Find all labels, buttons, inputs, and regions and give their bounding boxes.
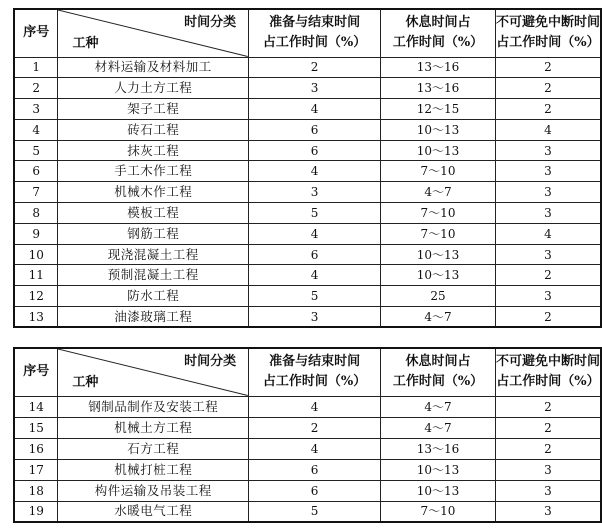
cell-prep-time: 4	[249, 99, 381, 120]
cell-rest-time: 7～10	[381, 223, 496, 244]
header-work-type: 工种	[72, 374, 99, 390]
cell-work-type: 钢制品制作及安装工程	[58, 396, 249, 417]
cell-interrupt-time: 2	[495, 417, 601, 438]
cell-prep-time: 6	[249, 480, 381, 501]
header-interrupt-line2: 占工作时间（%）	[496, 374, 600, 390]
work-time-table-2	[13, 347, 602, 523]
cell-prep-time: 5	[249, 286, 381, 307]
cell-interrupt-time: 3	[495, 244, 601, 265]
table-row	[14, 99, 601, 120]
table-row	[14, 57, 601, 78]
cell-seq: 3	[14, 99, 58, 120]
table-row	[14, 78, 601, 99]
cell-seq: 2	[14, 78, 58, 99]
cell-seq: 13	[14, 307, 58, 328]
cell-prep-time: 3	[249, 78, 381, 99]
cell-prep-time: 5	[249, 203, 381, 224]
cell-interrupt-time: 3	[495, 203, 601, 224]
cell-prep-time: 5	[249, 501, 381, 522]
cell-work-type: 钢筋工程	[58, 223, 249, 244]
cell-interrupt-time: 4	[495, 119, 601, 140]
cell-work-type: 抹灰工程	[58, 140, 249, 161]
cell-prep-time: 2	[249, 57, 381, 78]
header-prep-line2: 占工作时间（%）	[262, 35, 367, 51]
cell-seq: 14	[14, 396, 58, 417]
header-seq: 序号	[14, 348, 58, 396]
work-time-table-1	[13, 8, 602, 328]
cell-interrupt-time: 2	[495, 57, 601, 78]
cell-rest-time: 4～7	[381, 307, 496, 328]
header-prep-time	[249, 9, 381, 57]
cell-interrupt-time: 3	[495, 501, 601, 522]
header-diagonal-cell	[58, 9, 249, 57]
table-row	[14, 438, 601, 459]
cell-prep-time: 6	[249, 119, 381, 140]
cell-work-type: 模板工程	[58, 203, 249, 224]
cell-work-type: 水暖电气工程	[58, 501, 249, 522]
cell-rest-time: 4～7	[381, 417, 496, 438]
cell-rest-time: 10～13	[381, 140, 496, 161]
cell-interrupt-time: 3	[495, 480, 601, 501]
cell-rest-time: 25	[381, 286, 496, 307]
cell-interrupt-time: 3	[495, 459, 601, 480]
cell-work-type: 架子工程	[58, 99, 249, 120]
table-row	[14, 417, 601, 438]
cell-seq: 9	[14, 223, 58, 244]
cell-work-type: 人力土方工程	[58, 78, 249, 99]
cell-rest-time: 10～13	[381, 480, 496, 501]
cell-work-type: 构件运输及吊装工程	[58, 480, 249, 501]
header-prep-line1: 准备与结束时间	[269, 15, 361, 31]
cell-seq: 6	[14, 161, 58, 182]
cell-work-type: 预制混凝土工程	[58, 265, 249, 286]
cell-prep-time: 4	[249, 265, 381, 286]
table-row	[14, 119, 601, 140]
cell-rest-time: 10～13	[381, 119, 496, 140]
cell-seq: 5	[14, 140, 58, 161]
cell-seq: 17	[14, 459, 58, 480]
header-rest-line2: 工作时间（%）	[392, 374, 484, 390]
cell-prep-time: 4	[249, 438, 381, 459]
cell-work-type: 现浇混凝土工程	[58, 244, 249, 265]
table-row	[14, 480, 601, 501]
cell-work-type: 油漆玻璃工程	[58, 307, 249, 328]
table-row	[14, 265, 601, 286]
header-rest-time	[381, 348, 496, 396]
cell-interrupt-time: 3	[495, 286, 601, 307]
table-row	[14, 182, 601, 203]
table-row	[14, 501, 601, 522]
cell-rest-time: 10～13	[381, 265, 496, 286]
header-row	[14, 9, 601, 57]
cell-rest-time: 12～15	[381, 99, 496, 120]
cell-prep-time: 6	[249, 244, 381, 265]
cell-rest-time: 7～10	[381, 501, 496, 522]
cell-prep-time: 4	[249, 396, 381, 417]
cell-prep-time: 4	[249, 161, 381, 182]
header-time-category: 时间分类	[184, 15, 237, 30]
cell-prep-time: 2	[249, 417, 381, 438]
table-row	[14, 286, 601, 307]
header-prep-line1: 准备与结束时间	[269, 354, 361, 370]
cell-interrupt-time: 3	[495, 182, 601, 203]
header-rest-line1: 休息时间占	[405, 15, 471, 31]
table-row	[14, 161, 601, 182]
cell-work-type: 材料运输及材料加工	[58, 57, 249, 78]
cell-rest-time: 13～16	[381, 438, 496, 459]
cell-rest-time: 4～7	[381, 396, 496, 417]
cell-seq: 8	[14, 203, 58, 224]
cell-rest-time: 7～10	[381, 203, 496, 224]
cell-seq: 11	[14, 265, 58, 286]
header-interrupt-time	[495, 348, 601, 396]
header-work-type: 工种	[72, 35, 99, 51]
header-row	[14, 348, 601, 396]
cell-prep-time: 3	[249, 307, 381, 328]
header-seq: 序号	[14, 9, 58, 57]
cell-interrupt-time: 3	[495, 140, 601, 161]
cell-work-type: 手工木作工程	[58, 161, 249, 182]
table-row	[14, 223, 601, 244]
cell-interrupt-time: 2	[495, 78, 601, 99]
table-row	[14, 244, 601, 265]
cell-seq: 4	[14, 119, 58, 140]
cell-seq: 10	[14, 244, 58, 265]
header-interrupt-line1: 不可避免中断时间	[495, 15, 600, 31]
header-interrupt-line2: 占工作时间（%）	[496, 35, 600, 51]
cell-prep-time: 6	[249, 459, 381, 480]
cell-rest-time: 4～7	[381, 182, 496, 203]
cell-interrupt-time: 2	[495, 99, 601, 120]
cell-interrupt-time: 4	[495, 223, 601, 244]
cell-rest-time: 7～10	[381, 161, 496, 182]
cell-work-type: 石方工程	[58, 438, 249, 459]
cell-rest-time: 13～16	[381, 78, 496, 99]
cell-interrupt-time: 3	[495, 161, 601, 182]
cell-interrupt-time: 2	[495, 307, 601, 328]
cell-seq: 12	[14, 286, 58, 307]
cell-rest-time: 10～13	[381, 244, 496, 265]
cell-interrupt-time: 2	[495, 265, 601, 286]
table-row	[14, 307, 601, 328]
cell-work-type: 砖石工程	[58, 119, 249, 140]
header-interrupt-time	[495, 9, 601, 57]
cell-seq: 19	[14, 501, 58, 522]
table-row	[14, 140, 601, 161]
header-interrupt-line1: 不可避免中断时间	[495, 354, 600, 370]
header-rest-line2: 工作时间（%）	[392, 35, 484, 51]
cell-rest-time: 13～16	[381, 57, 496, 78]
table-row	[14, 203, 601, 224]
header-rest-time	[381, 9, 496, 57]
table-row	[14, 396, 601, 417]
cell-work-type: 机械土方工程	[58, 417, 249, 438]
cell-seq: 7	[14, 182, 58, 203]
cell-seq: 18	[14, 480, 58, 501]
cell-seq: 16	[14, 438, 58, 459]
cell-work-type: 机械打桩工程	[58, 459, 249, 480]
cell-work-type: 防水工程	[58, 286, 249, 307]
cell-work-type: 机械木作工程	[58, 182, 249, 203]
cell-interrupt-time: 2	[495, 396, 601, 417]
cell-prep-time: 6	[249, 140, 381, 161]
cell-rest-time: 10～13	[381, 459, 496, 480]
header-rest-line1: 休息时间占	[405, 354, 471, 370]
header-time-category: 时间分类	[184, 354, 237, 369]
header-diagonal-cell	[58, 348, 249, 396]
cell-seq: 1	[14, 57, 58, 78]
header-prep-line2: 占工作时间（%）	[262, 374, 367, 390]
cell-interrupt-time: 2	[495, 438, 601, 459]
cell-seq: 15	[14, 417, 58, 438]
table-row	[14, 459, 601, 480]
cell-prep-time: 3	[249, 182, 381, 203]
header-prep-time	[249, 348, 381, 396]
cell-prep-time: 4	[249, 223, 381, 244]
